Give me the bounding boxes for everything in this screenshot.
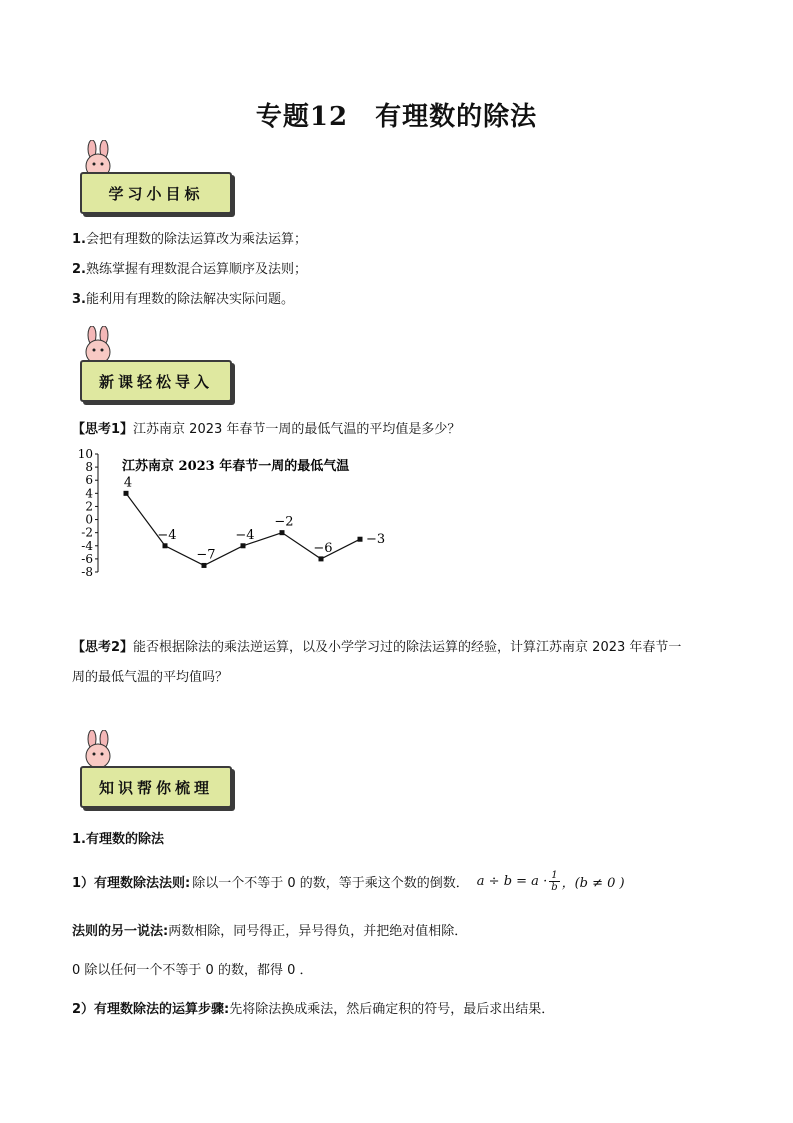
think2: 【思考2】能否根据除法的乘法逆运算，以及小学学习过的除法运算的经验，计算江苏南京 2023 年春节一 周的最低气温的平均值吗？ <box>72 640 682 685</box>
section-badge-knowledge: 知识帮你梳理 <box>80 766 232 808</box>
formula: a ÷ b = a · <box>476 874 548 889</box>
plot-area <box>124 475 386 568</box>
zero-rule: 0 除以任何一个不等于 0 的数，都得 0 ． <box>72 963 313 978</box>
knowledge-heading: 1.有理数的除法 <box>72 832 164 847</box>
data-point <box>124 491 129 496</box>
goal-item: 2.熟练掌握有理数混合运算顺序及法则； <box>72 262 307 277</box>
data-label: 4 <box>123 475 133 491</box>
goal-item: 1.会把有理数的除法运算改为乘法运算； <box>72 232 307 247</box>
data-point <box>319 556 324 561</box>
bunny-icon <box>78 730 118 770</box>
temperature-chart <box>70 444 400 584</box>
data-point <box>241 543 246 548</box>
data-point <box>358 537 363 542</box>
y-tick-label: 0 <box>85 512 93 527</box>
think1: 【思考1】江苏南京 2023 年春节一周的最低气温的平均值是多少？ <box>72 422 461 437</box>
y-tick-label: 4 <box>85 486 93 501</box>
y-tick-label: 2 <box>85 499 93 514</box>
data-point <box>202 563 207 568</box>
data-label: −6 <box>313 540 333 556</box>
alt-rule: 法则的另一说法:两数相除，同号得正，异号得负，并把绝对值相除． <box>72 924 468 939</box>
data-label: −3 <box>366 532 386 548</box>
data-point <box>280 530 285 535</box>
data-point <box>163 543 168 548</box>
section-badge-intro: 新课轻松导入 <box>80 360 232 402</box>
page-title: 专题12 有理数的除法 <box>255 102 538 132</box>
y-tick-label: -4 <box>81 538 93 553</box>
y-tick-label: -8 <box>81 565 93 579</box>
y-tick-label: 6 <box>85 473 93 488</box>
data-label: −4 <box>235 527 255 543</box>
y-tick-label: 10 <box>77 447 93 461</box>
y-tick-label: -2 <box>81 525 93 540</box>
y-tick-label: 8 <box>85 460 93 475</box>
data-label: −4 <box>157 527 177 543</box>
y-axis <box>78 447 98 579</box>
rule1: 1）有理数除法法则: 除以一个不等于 0 的数，等于乘这个数的倒数． a ÷ b = a · $\frac{1}{b}$ ，(b ≠ 0 ) <box>72 870 625 893</box>
y-tick-label: -6 <box>81 551 93 566</box>
goal-item: 3.能利用有理数的除法解决实际问题。 <box>72 292 294 307</box>
chart-title: 江苏南京 2023 年春节一周的最低气温 <box>122 459 350 474</box>
rule2: 2）有理数除法的运算步骤:先将除法换成乘法，然后确定积的符号，最后求出结果． <box>72 1002 555 1017</box>
data-label: −7 <box>196 547 216 563</box>
section-badge-goals: 学习小目标 <box>80 172 232 214</box>
data-label: −2 <box>274 514 294 530</box>
